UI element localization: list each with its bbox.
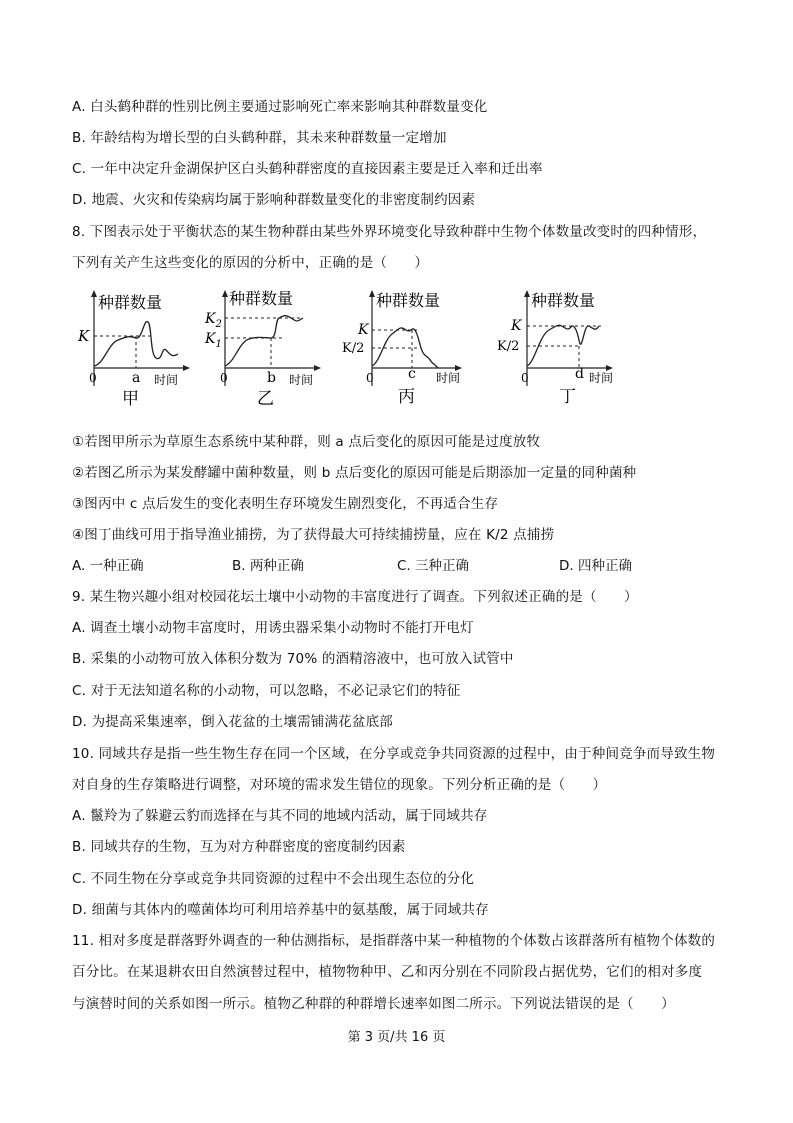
graph-bing-origin: 0 [366, 371, 374, 385]
q9-option-b: B. 采集的小动物可放入体积分数为 70% 的酒精溶液中，也可放入试管中 [72, 651, 514, 667]
q11-line3: 与演替时间的关系如图一所示。植物乙种群的种群增长速率如图二所示。下列说法错误的是（ ） [72, 996, 675, 1012]
q8-statement-2: ②若图乙所示为某发酵罐中菌种数量，则 b 点后变化的原因可能是后期添加一定量的同种菌种 [72, 465, 637, 481]
graph-yi-origin: 0 [220, 371, 228, 385]
q10-option-a: A. 鬣羚为了躲避云豹而选择在与其不同的地域内活动，属于同域共存 [72, 808, 488, 824]
q11-line2: 百分比。在某退耕农田自然演替过程中，植物物种甲、乙和丙分别在不同阶段占据优势，它们的相对多度 [72, 964, 703, 980]
q10-option-b: B. 同域共存的生物，互为对方种群密度的密度制约因素 [72, 839, 406, 855]
q7-option-b: B. 年龄结构为增长型的白头鹤种群，其未来种群数量一定增加 [72, 130, 447, 146]
graph-yi [205, 288, 330, 412]
q8-stem-line1: 8. 下图表示处于平衡状态的某生物种群由某些外界环境变化导致种群中生物个体数量改变时的四种情形， [72, 224, 707, 240]
q10-stem-line1: 10. 同域共存是指一些生物生存在同一个区域，在分享或竞争共同资源的过程中，由于种间竞争而导致生物 [72, 746, 716, 762]
graph-bing-caption: 丙 [398, 387, 415, 407]
graph-ding-k: K [511, 318, 522, 334]
graph-yi-ylabel: 种群数量 [229, 289, 294, 308]
graph-bing [340, 288, 470, 412]
q8-option-a: A. 一种正确 [72, 558, 144, 574]
q9-option-d: D. 为提高采集速率，倒入花盆的土壤需铺满花盆底部 [72, 714, 393, 730]
graph-jia-origin: 0 [89, 371, 97, 385]
q8-stem-line2: 下列有关产生这些变化的原因的分析中，正确的是（ ） [72, 255, 429, 271]
q9-option-a: A. 调查土壤小动物丰富度时，用诱虫器采集小动物时不能打开电灯 [72, 620, 474, 636]
graph-yi-caption: 乙 [257, 389, 274, 409]
q9-option-c: C. 对于无法知道名称的小动物，可以忽略，不必记录它们的特征 [72, 683, 461, 699]
graph-jia-ylabel: 种群数量 [98, 293, 163, 312]
graph-yi-k1: $K_1$ [205, 331, 222, 350]
graph-ding-caption: 丁 [559, 387, 576, 407]
graph-jia-k: K [78, 327, 90, 345]
graph-yi-mark: b [267, 370, 276, 386]
graph-bing-khalf: K/2 [342, 341, 365, 356]
q7-option-d: D. 地震、火灾和传染病均属于影响种群数量变化的非密度制约因素 [72, 192, 476, 208]
graph-bing-k: K [358, 322, 369, 338]
q10-option-c: C. 不同生物在分享或竞争共同资源的过程中不会出现生态位的分化 [72, 871, 475, 887]
q9-stem: 9. 某生物兴趣小组对校园花坛土壤中小动物的丰富度进行了调查。下列叙述正确的是（ ） [72, 589, 638, 605]
graph-ding-mark: d [575, 366, 584, 382]
graph-ding [497, 288, 622, 412]
q10-stem-line2: 对自身的生存策略进行调整，对环境的需求发生错位的现象。下列分析正确的是（ ） [72, 777, 607, 793]
graph-ding-ylabel: 种群数量 [531, 291, 596, 310]
graph-yi-xlabel: 时间 [289, 373, 314, 387]
graph-ding-khalf: K/2 [497, 339, 520, 354]
graph-jia-caption: 甲 [122, 389, 139, 409]
graph-yi-k2: $K_2$ [205, 311, 222, 330]
q7-option-c: C. 一年中决定升金湖保护区白头鹤种群密度的直接因素主要是迁入率和迁出率 [72, 161, 543, 177]
q8-statement-1: ①若图甲所示为草原生态系统中某种群，则 a 点后变化的原因可能是过度放牧 [72, 434, 541, 450]
q8-option-b: B. 两种正确 [232, 558, 304, 574]
q8-option-d: D. 四种正确 [559, 558, 632, 574]
q10-option-d: D. 细菌与其体内的噬菌体均可利用培养基中的氨基酸，属于同域共存 [72, 902, 489, 918]
q8-option-c: C. 三种正确 [397, 558, 470, 574]
graph-bing-mark: c [408, 366, 416, 382]
graph-bing-ylabel: 种群数量 [376, 291, 441, 310]
graph-jia-xlabel: 时间 [154, 373, 179, 387]
graph-jia-mark: a [132, 370, 141, 386]
page-footer: 第 3 页/共 16 页 [347, 1030, 446, 1045]
graph-ding-origin: 0 [521, 371, 529, 385]
q8-statement-3: ③图丙中 c 点后发生的变化表明生存环境发生剧烈变化，不再适合生存 [72, 496, 499, 512]
graph-jia [78, 288, 198, 412]
q8-statement-4: ④图丁曲线可用于指导渔业捕捞，为了获得最大可持续捕捞量，应在 K/2 点捕捞 [72, 527, 555, 543]
graph-ding-xlabel: 时间 [589, 371, 614, 385]
graph-bing-xlabel: 时间 [436, 371, 461, 385]
q7-option-a: A. 白头鹤种群的性别比例主要通过影响死亡率来影响其种群数量变化 [72, 99, 488, 115]
q11-line1: 11. 相对多度是群落野外调查的一种估测指标，是指群落中某一种植物的个体数占该群落所有植物个体数的 [72, 933, 716, 949]
